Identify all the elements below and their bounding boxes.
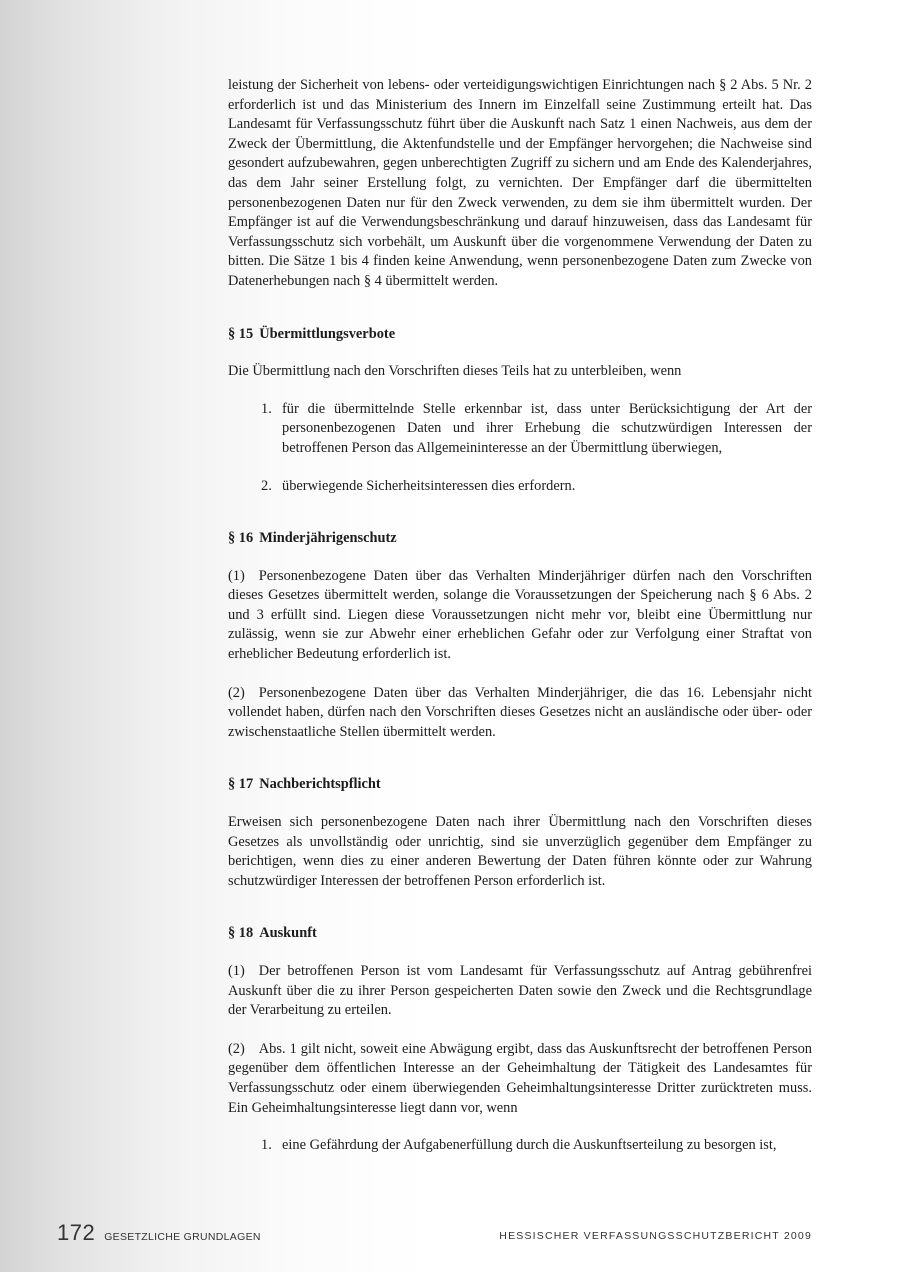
section-15-title: Übermittlungsverbote: [259, 325, 396, 342]
footer-report-title: HESSISCHER VERFASSUNGSSCHUTZBERICHT 2009: [499, 1230, 812, 1242]
list-item: [228, 1136, 812, 1156]
page-number: 172: [57, 1220, 96, 1245]
section-18-paragraph-2: [228, 1040, 812, 1118]
section-16-number: § 16: [228, 530, 254, 547]
section-18-title: Auskunft: [259, 925, 317, 942]
paragraph-text: Abs. 1 gilt nicht, soweit eine Abwägung ergibt, dass das Auskunftsrecht der betroffenen Person gegenüber dem öffentlichen Interesse an der Geheimhaltung der Tätigkeit des Landesamtes für Verfassungsschutz oder einem überwiegenden Geheimhaltungsinteresse Dritter zurücktreten muss. Ein Geheimhaltungsinteresse liegt dann vor, wenn: [228, 1040, 812, 1116]
list-item-number: 1.: [261, 1137, 272, 1154]
paragraph-text: Personenbezogene Daten über das Verhalten Minderjähriger, die das 16. Lebensjahr nicht vollendet haben, dürfen nach den Vorschriften dieses Gesetzes nicht an ausländische oder über- oder zwischenstaatliche Stellen übermittelt werden.: [228, 684, 812, 740]
section-18-heading: [228, 924, 812, 944]
section-16-title: Minderjährigenschutz: [259, 530, 397, 547]
paragraph-number: (1): [228, 567, 245, 584]
paragraph-number: (1): [228, 963, 245, 979]
page-footer-left: [57, 1220, 261, 1246]
list-item: [228, 400, 812, 459]
section-16-heading: [228, 529, 812, 549]
paragraph-text: Personenbezogene Daten über das Verhalten Minderjähriger dürfen nach den Vorschriften dieses Gesetzes übermittelt werden, solange die Voraussetzungen der Speicherung nach § 6 Abs. 2 und 3 erfüllt sind. Liegen diese Voraussetzungen nicht mehr vor, bleibt eine Übermittlung nur zulässig, wenn sie zur Abwehr einer erheblichen Gefahr oder zur Verfolgung einer Straftat von erheblicher Bedeutung erforderlich ist.: [228, 567, 812, 663]
document-body: [228, 76, 812, 1156]
list-item-text: überwiegende Sicherheitsinteressen dies erfordern.: [282, 477, 576, 494]
section-16-paragraph-2: [228, 684, 812, 743]
paragraph-text: Der betroffenen Person ist vom Landesamt für Verfassungsschutz auf Antrag gebührenfrei Auskunft über die zu ihrer Person gespeicherten Daten sowie den Zweck und die Rechtsgrundlage der Verarbeitung zu erteilen.: [228, 963, 812, 1019]
section-17-title: Nachberichtspflicht: [259, 776, 381, 793]
section-15-intro: Die Übermittlung nach den Vorschriften dieses Teils hat zu unterbleiben, wenn: [228, 363, 682, 380]
section-17-number: § 17: [228, 776, 254, 793]
list-item-number: 1.: [261, 400, 272, 417]
section-18-paragraph-1: [228, 962, 812, 1021]
paragraph-number: (2): [228, 1040, 245, 1057]
section-15-number: § 15: [228, 325, 254, 342]
footer-section-label: GESETZLICHE GRUNDLAGEN: [104, 1231, 261, 1243]
list-item: [228, 477, 812, 497]
list-item-text: eine Gefährdung der Aufgabenerfüllung durch die Auskunftserteilung zu besorgen ist,: [282, 1137, 777, 1154]
list-item-text: für die übermittelnde Stelle erkennbar ist, dass unter Berücksichtigung der Art der personenbezogenen Daten und ihrer Erhebung die schutzwürdigen Interessen der betroffenen Person das Allgemeininteresse an der Übermittlung überwiegen,: [282, 400, 812, 456]
section-18-number: § 18: [228, 925, 254, 942]
paragraph-number: (2): [228, 684, 245, 701]
section-17-paragraph: Erweisen sich personenbezogene Daten nach ihrer Übermittlung nach den Vorschriften dieses Gesetzes als unvollständig oder unrichtig, sind sie unverzüglich gegenüber dem Empfänger zu berichtigen, wenn dies zu einer anderen Bewertung der Daten führen könnte oder zur Wahrung schutzwürdiger Interessen der betroffenen Person erforderlich ist.: [228, 814, 812, 889]
list-item-number: 2.: [261, 477, 272, 494]
section-16-paragraph-1: [228, 567, 812, 665]
section-15-heading: [228, 325, 812, 345]
section-17-heading: [228, 775, 812, 795]
intro-paragraph: leistung der Sicherheit von lebens- oder verteidigungswichtigen Einrichtungen nach § 2 Abs. 5 Nr. 2 erforderlich ist und das Ministerium des Innern im Einzelfall seine Zustimmung erteilt hat. Das Landesamt für Verfassungsschutz führt über die Auskunft nach Satz 1 einen Nachweis, aus dem der Zweck der Übermittlung, die Aktenfundstelle und der Empfänger hervorgehen; die Nachweise sind gesondert aufzubewahren, gegen unberechtigten Zugriff zu sichern und am Ende des Kalenderjahres, das dem Jahr seiner Erstellung folgt, zu vernichten. Der Empfänger darf die übermittelten personenbezogenen Daten nur für den Zweck verwenden, zu dem sie ihm übermittelt wurden. Der Empfänger ist auf die Verwendungsbeschränkung und darauf hinzuweisen, dass das Landesamt für Verfassungsschutz sich vorbehält, um Auskunft über die vorgenommene Verwendung der Daten zu bitten. Die Sätze 1 bis 4 finden keine Anwendung, wenn personenbezogene Daten zum Zwecke von Datenerhebungen nach § 4 übermittelt werden.: [228, 77, 812, 289]
